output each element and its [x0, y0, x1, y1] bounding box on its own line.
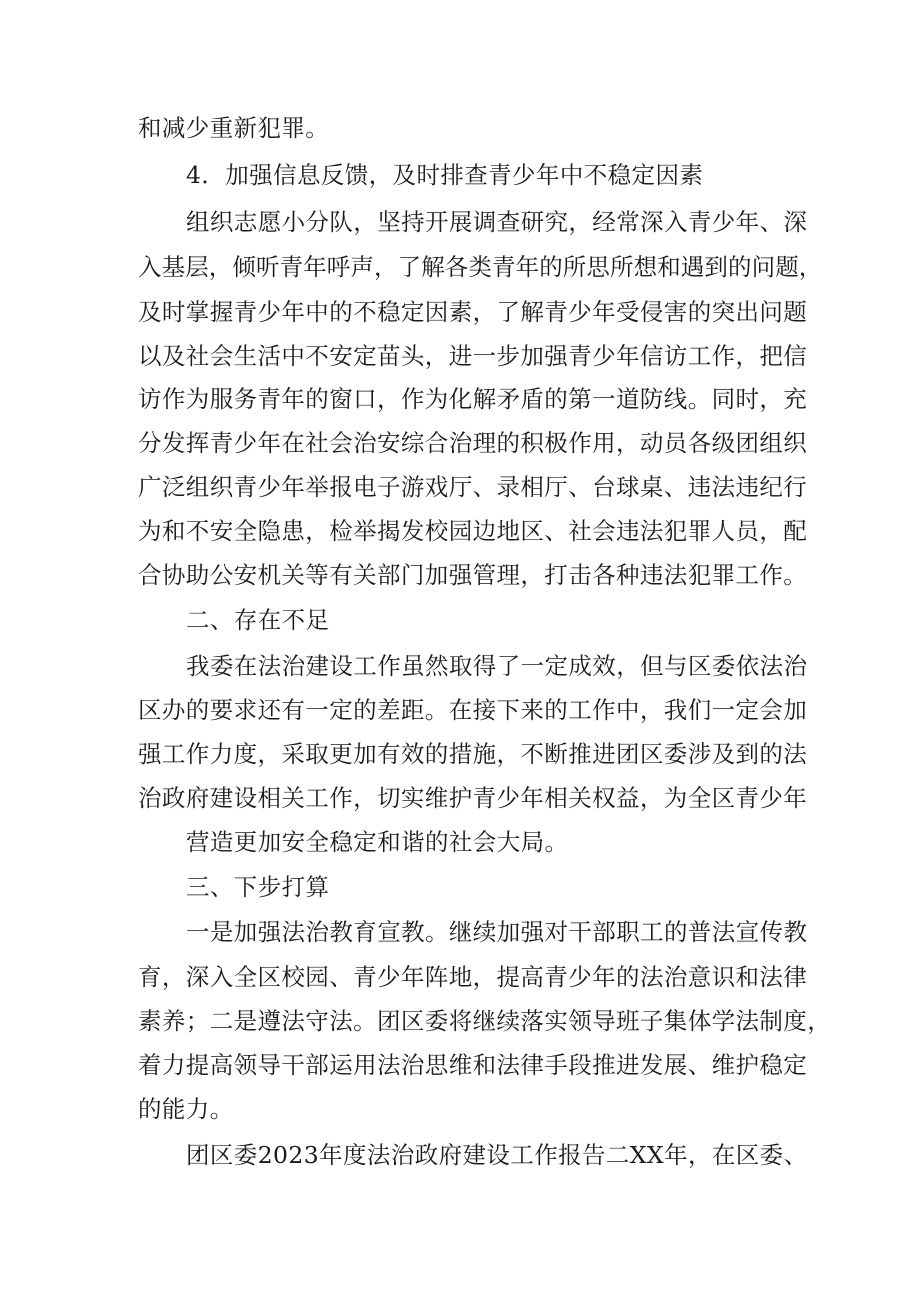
- text-line: 为和不安全隐患，检举揭发校园边地区、社会违法犯罪人员，配: [138, 517, 808, 545]
- section-heading: 二、存在不足: [186, 606, 330, 634]
- text-line: 以及社会生活中不安定苗头，进一步加强青少年信访工作，把信: [138, 342, 808, 370]
- text-line: 广泛组织青少年举报电子游戏厅、录相厅、台球桌、违法违纪行: [138, 473, 808, 501]
- text-line: 强工作力度，采取更加有效的措施，不断推进团区委涉及到的法: [138, 740, 808, 768]
- text-line: 分发挥青少年在社会治安综合治理的积极作用，动员各级团组织: [138, 429, 808, 457]
- text-line: 的能力。: [138, 1095, 234, 1123]
- text-line: 素养；二是遵法守法。团区委将继续落实领导班子集体学法制度，: [138, 1007, 832, 1035]
- text-line: 治政府建设相关工作，切实维护青少年相关权益，为全区青少年: [138, 784, 808, 812]
- section-heading: 三、下步打算: [186, 873, 330, 901]
- text-line: 着力提高领导干部运用法治思维和法律手段推进发展、维护稳定: [138, 1051, 808, 1079]
- text-line: 一是加强法治教育宣教。继续加强对干部职工的普法宣传教: [186, 918, 808, 946]
- text-line: 及时掌握青少年中的不稳定因素，了解青少年受侵害的突出问题: [138, 298, 808, 326]
- text-line: 我委在法治建设工作虽然取得了一定成效，但与区委依法治: [186, 652, 808, 680]
- text-line: 合协助公安机关等有关部门加强管理，打击各种违法犯罪工作。: [138, 561, 808, 589]
- text-line: 营造更加安全稳定和谐的社会大局。: [186, 828, 569, 856]
- text-line: 育，深入全区校园、青少年阵地，提高青少年的法治意识和法律: [138, 963, 808, 991]
- section-heading: 4．加强信息反馈，及时排查青少年中不稳定因素: [186, 161, 704, 189]
- text-line: 和减少重新犯罪。: [138, 114, 330, 142]
- text-line: 访作为服务青年的窗口，作为化解矛盾的第一道防线。同时，充: [138, 385, 808, 413]
- text-line: 团区委2023年度法治政府建设工作报告二XX年，在区委、: [186, 1141, 808, 1169]
- text-line: 组织志愿小分队，坚持开展调查研究，经常深入青少年、深: [186, 208, 808, 236]
- text-line: 区办的要求还有一定的差距。在接下来的工作中，我们一定会加: [138, 696, 808, 724]
- text-line: 入基层，倾听青年呼声，了解各类青年的所思所想和遇到的问题，: [138, 253, 823, 281]
